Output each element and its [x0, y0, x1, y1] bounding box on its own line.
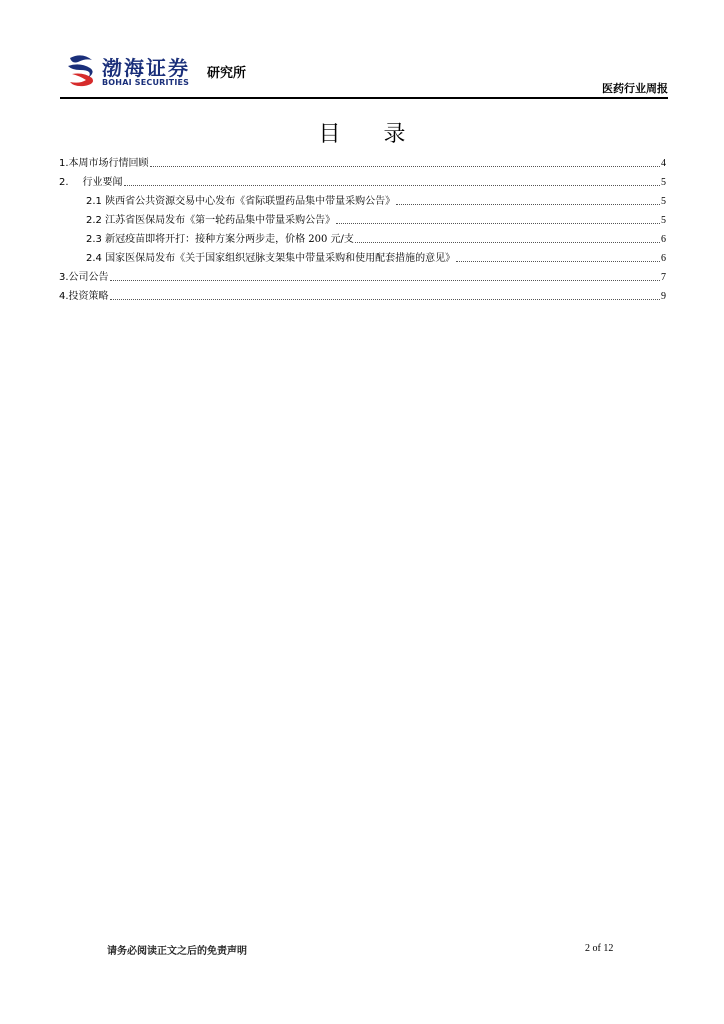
toc-entry[interactable] — [59, 173, 666, 192]
toc-entry-number: 2.4 — [86, 253, 102, 264]
brand-name-en: BOHAI SECURITIES — [102, 78, 190, 87]
toc-entry-number: 2.2 — [86, 215, 102, 226]
toc-entry-number: 4. — [59, 291, 69, 302]
toc-entry[interactable] — [59, 211, 666, 230]
toc-leader-dots — [110, 299, 660, 300]
table-of-contents — [59, 154, 666, 306]
toc-leader-dots — [396, 204, 660, 205]
toc-entry-page: 9 — [661, 291, 666, 302]
toc-entry-page: 7 — [661, 272, 666, 283]
toc-leader-dots — [124, 185, 660, 186]
toc-entry-number: 3. — [59, 272, 69, 283]
toc-entry-number: 2.3 — [86, 234, 102, 245]
page-footer — [0, 942, 724, 958]
bohai-securities-logo — [66, 50, 266, 94]
toc-entry-number: 2. — [59, 177, 69, 188]
toc-entry-number: 2.1 — [86, 196, 102, 207]
toc-entry-page: 4 — [661, 158, 666, 169]
header-divider — [60, 97, 668, 99]
toc-entry-label: 行业要闻 — [82, 177, 123, 188]
toc-title: 目 录 — [318, 122, 424, 147]
toc-entry-page: 5 — [661, 177, 666, 188]
toc-entry[interactable] — [59, 230, 666, 249]
toc-entry-page: 5 — [661, 215, 666, 226]
bohai-logo-mark-icon — [66, 54, 98, 88]
toc-entry-label: 陕西省公共资源交易中心发布《省际联盟药品集中带量采购公告》 — [105, 196, 396, 207]
page-indicator: 2 of 12 — [585, 943, 614, 954]
toc-entry[interactable] — [59, 268, 666, 287]
page-header — [60, 50, 668, 102]
disclaimer-notice: 请务必阅读正文之后的免责声明 — [107, 946, 247, 957]
toc-entry-page: 6 — [661, 253, 666, 264]
toc-leader-dots — [110, 280, 660, 281]
toc-entry-label: 投资策略 — [68, 291, 109, 302]
toc-leader-dots — [456, 261, 660, 262]
toc-leader-dots — [336, 223, 660, 224]
report-type-label: 医药行业周报 — [602, 82, 668, 95]
department-label: 研究所 — [207, 66, 247, 81]
toc-entry-label: 国家医保局发布《关于国家组织冠脉支架集中带量采购和使用配套措施的意见》 — [105, 253, 456, 264]
toc-entry-label: 本周市场行情回顾 — [68, 158, 149, 169]
toc-entry[interactable] — [59, 249, 666, 268]
toc-entry-label: 新冠疫苗即将开打：接种方案分两步走，价格 200 元/支 — [105, 234, 354, 245]
toc-entry-page: 6 — [661, 234, 666, 245]
toc-entry-number: 1. — [59, 158, 69, 169]
brand-name-cn: 渤海证券 — [102, 56, 190, 80]
toc-leader-dots — [150, 166, 660, 167]
toc-entry[interactable] — [59, 154, 666, 173]
toc-entry-label: 江苏省医保局发布《第一轮药品集中带量采购公告》 — [105, 215, 336, 226]
toc-leader-dots — [355, 242, 660, 243]
toc-entry-label: 公司公告 — [68, 272, 109, 283]
toc-entry[interactable] — [59, 192, 666, 211]
toc-entry-page: 5 — [661, 196, 666, 207]
toc-entry[interactable] — [59, 287, 666, 306]
